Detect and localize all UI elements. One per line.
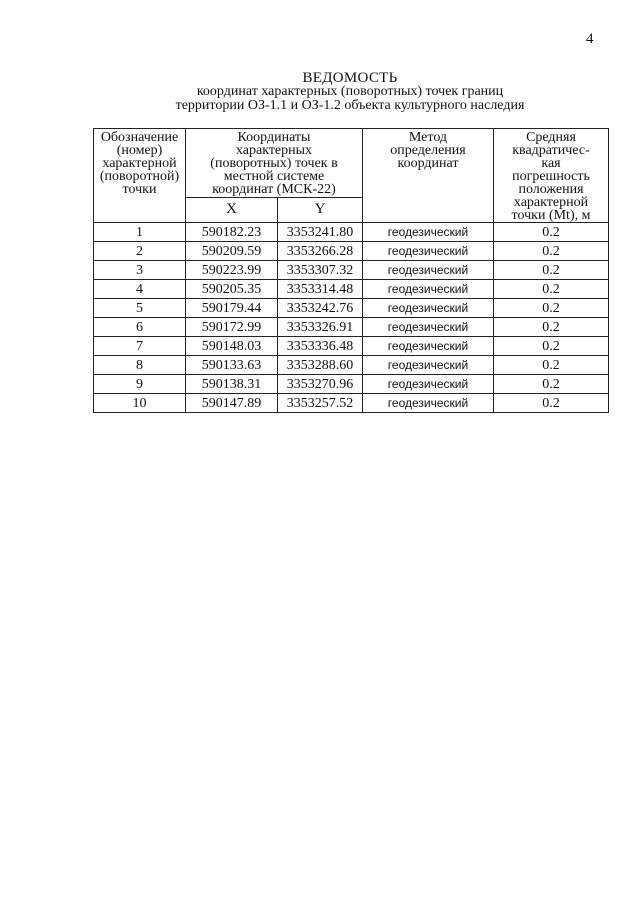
document-subtitle-line-2: территории ОЗ-1.1 и ОЗ-1.2 объекта культурного наследия — [175, 98, 525, 113]
cell-method: геодезический — [363, 242, 494, 261]
header-coordinates: Координаты характерных (поворотных) точек в местной системе координат (МСК-22) — [186, 129, 363, 198]
cell-point-number: 1 — [94, 223, 186, 242]
cell-point-number: 8 — [94, 356, 186, 375]
cell-method: геодезический — [363, 223, 494, 242]
header-error: Средняя квадратичес- кая погрешность положения характерной точки (Mt), м — [494, 129, 609, 223]
cell-x: 590205.35 — [186, 280, 278, 299]
cell-error: 0.2 — [494, 337, 609, 356]
cell-point-number: 4 — [94, 280, 186, 299]
header-x: X — [186, 197, 278, 222]
cell-y: 3353314.48 — [278, 280, 363, 299]
coordinates-table — [93, 128, 609, 413]
cell-x: 590148.03 — [186, 337, 278, 356]
cell-x: 590138.31 — [186, 375, 278, 394]
cell-point-number: 5 — [94, 299, 186, 318]
cell-error: 0.2 — [494, 280, 609, 299]
cell-x: 590182.23 — [186, 223, 278, 242]
cell-method: геодезический — [363, 280, 494, 299]
cell-method: геодезический — [363, 318, 494, 337]
cell-y: 3353336.48 — [278, 337, 363, 356]
cell-point-number: 10 — [94, 394, 186, 413]
document-title: ВЕДОМОСТЬ — [302, 70, 398, 86]
header-method: Метод определения координат — [363, 129, 494, 223]
table-row — [94, 299, 609, 318]
cell-error: 0.2 — [494, 394, 609, 413]
cell-method: геодезический — [363, 394, 494, 413]
table-row — [94, 261, 609, 280]
cell-point-number: 7 — [94, 337, 186, 356]
cell-y: 3353257.52 — [278, 394, 363, 413]
cell-error: 0.2 — [494, 356, 609, 375]
document-header — [150, 71, 550, 113]
cell-error: 0.2 — [494, 375, 609, 394]
cell-x: 590223.99 — [186, 261, 278, 280]
document-subtitle-line-1: координат характерных (поворотных) точек границ — [196, 84, 504, 99]
cell-y: 3353326.91 — [278, 318, 363, 337]
cell-y: 3353266.28 — [278, 242, 363, 261]
cell-error: 0.2 — [494, 261, 609, 280]
cell-x: 590209.59 — [186, 242, 278, 261]
cell-point-number: 2 — [94, 242, 186, 261]
cell-x: 590179.44 — [186, 299, 278, 318]
cell-error: 0.2 — [494, 223, 609, 242]
cell-y: 3353270.96 — [278, 375, 363, 394]
cell-method: геодезический — [363, 337, 494, 356]
cell-method: геодезический — [363, 299, 494, 318]
table-row — [94, 356, 609, 375]
cell-y: 3353307.32 — [278, 261, 363, 280]
cell-point-number: 6 — [94, 318, 186, 337]
cell-y: 3353242.76 — [278, 299, 363, 318]
table-row — [94, 375, 609, 394]
cell-error: 0.2 — [494, 299, 609, 318]
cell-x: 590172.99 — [186, 318, 278, 337]
cell-error: 0.2 — [494, 318, 609, 337]
cell-method: геодезический — [363, 261, 494, 280]
cell-error: 0.2 — [494, 242, 609, 261]
cell-point-number: 3 — [94, 261, 186, 280]
page-number: 4 — [586, 31, 594, 47]
table-row — [94, 242, 609, 261]
table-row — [94, 394, 609, 413]
header-designation: Обозначение (номер) характерной (поворотной) точки — [94, 129, 186, 223]
cell-x: 590133.63 — [186, 356, 278, 375]
table-row — [94, 337, 609, 356]
table-row — [94, 223, 609, 242]
cell-method: геодезический — [363, 356, 494, 375]
header-y: Y — [278, 197, 363, 222]
cell-x: 590147.89 — [186, 394, 278, 413]
cell-y: 3353241.80 — [278, 223, 363, 242]
table-row — [94, 318, 609, 337]
cell-method: геодезический — [363, 375, 494, 394]
table-row — [94, 280, 609, 299]
cell-y: 3353288.60 — [278, 356, 363, 375]
cell-point-number: 9 — [94, 375, 186, 394]
